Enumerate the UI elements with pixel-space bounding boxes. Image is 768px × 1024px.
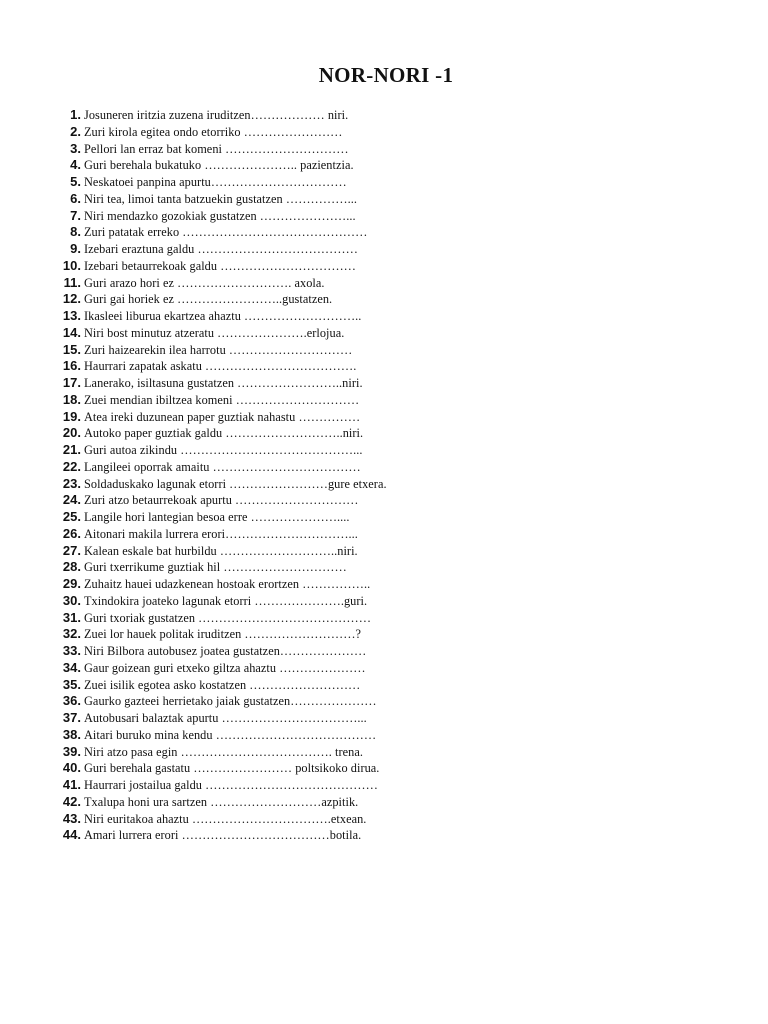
exercise-number: 38. [62,726,81,742]
exercise-item [56,610,736,627]
exercise-sentence: Soldaduskako lagunak etorri ……………………gure etxera. [84,476,387,491]
exercise-sentence: Zuri patatak erreko ……………………………………… [84,225,368,240]
exercise-item [56,777,736,794]
exercise-number: 15. [62,341,81,357]
exercise-sentence: Guri autoa zikindu ……………………………………... [84,443,363,457]
exercise-sentence: Lanerako, isiltasuna gustatzen ……………………..niri. [84,376,363,390]
exercise-number: 34. [62,659,81,675]
exercise-item [56,693,736,710]
exercise-number: 7. [70,207,81,223]
exercise-list [56,107,736,844]
exercise-item [56,342,736,359]
exercise-item [56,492,736,509]
exercise-item [56,459,736,476]
exercise-number: 37. [62,710,81,725]
exercise-number: 29. [62,576,81,591]
exercise-number: 4. [70,157,81,173]
exercise-item [56,744,736,761]
exercise-number: 33. [62,643,81,658]
exercise-item [56,392,736,409]
exercise-sentence: Josuneren iritzia zuzena iruditzen……………… niri. [84,108,349,122]
exercise-item [56,409,736,426]
exercise-sentence: Zuei lor hauek politak iruditzen ………………………? [84,627,362,642]
exercise-number: 11. [63,274,81,290]
exercise-sentence: Guri arazo hori ez ………………………. axola. [84,275,325,290]
exercise-number: 10. [62,257,81,273]
exercise-item [56,576,736,593]
exercise-item [56,425,736,442]
exercise-sentence: Gaur goizean guri etxeko giltza ahaztu ………………… [84,660,366,675]
exercise-sentence: Langile hori lantegian besoa erre ………………….... [84,510,350,524]
exercise-number: 25. [62,509,81,524]
exercise-number: 8. [70,224,81,240]
exercise-sentence: Zuhaitz hauei udazkenean hostoak erortzen …………….. [84,577,371,591]
exercise-sentence: Amari lurrera erori ………………………………botila. [84,828,362,843]
exercise-item [56,643,736,660]
exercise-item [56,224,736,241]
exercise-item [56,760,736,777]
exercise-item [56,157,736,174]
exercise-item [56,325,736,342]
exercise-number: 27. [62,542,81,558]
exercise-number: 6. [70,190,81,206]
exercise-number: 32. [62,626,81,642]
exercise-sentence: Niri bost minutuz atzeratu ………………….erlojua. [84,325,345,340]
exercise-item [56,827,736,844]
exercise-sentence: Haurrari jostailua galdu …………………………………… [84,778,378,792]
exercise-sentence: Gaurko gazteei herrietako jaiak gustatzen………………… [84,694,377,709]
exercise-item [56,141,736,158]
exercise-sentence: Guri berehala bukatuko ………………….. pazientzia. [84,158,354,173]
exercise-item [56,174,736,191]
exercise-sentence: Izebari betaurrekoak galdu …………………………… [84,258,357,273]
exercise-number: 23. [62,475,81,491]
exercise-item [56,593,736,610]
exercise-number: 13. [62,308,81,323]
exercise-sentence: Autoko paper guztiak galdu ………………………..niri. [84,426,364,441]
exercise-item [56,710,736,727]
exercise-sentence: Zuei mendian ibiltzea komeni ………………………… [84,392,360,407]
exercise-sentence: Zuei isilik egotea asko kostatzen ……………………… [84,677,361,692]
exercise-number: 12. [62,291,81,307]
exercise-item [56,727,736,744]
exercise-item [56,811,736,828]
exercise-sentence: Izebari eraztuna galdu ………………………………… [84,242,358,256]
exercise-sentence: Zuri atzo betaurrekoak apurtu ………………………… [84,493,359,508]
exercise-sentence: Autobusari balaztak apurtu ……………………………... [84,711,367,725]
exercise-item [56,258,736,275]
exercise-item [56,308,736,325]
exercise-item [56,526,736,543]
exercise-number: 35. [62,676,81,692]
exercise-sentence: Guri berehala gastatu …………………… poltsikoko dirua. [84,761,380,776]
exercise-item [56,476,736,493]
exercise-item [56,509,736,526]
exercise-item [56,794,736,811]
exercise-number: 16. [62,358,81,374]
exercise-sentence: Niri euritakoa ahaztu …………………………….etxean. [84,811,367,826]
exercise-item [56,375,736,392]
exercise-item [56,358,736,375]
exercise-number: 14. [62,324,81,340]
exercise-sentence: Neskatoei panpina apurtu…………………………… [84,175,347,189]
exercise-sentence: Niri atzo pasa egin ………………………………. trena. [84,744,363,759]
exercise-number: 31. [62,609,81,625]
exercise-sentence: Aitari buruko mina kendu ………………………………… [84,727,377,742]
exercise-sentence: Aitonari makila lurrera erori…………………………... [84,526,358,541]
exercise-number: 1. [70,107,81,122]
exercise-item [56,107,736,124]
exercise-sentence: Atea ireki duzunean paper guztiak nahastu …………… [84,409,361,424]
exercise-sentence: Niri Bilbora autobusez joatea gustatzen………………… [84,644,367,658]
exercise-sentence: Guri txoriak gustatzen …………………………………… [84,610,372,625]
exercise-item [56,124,736,141]
exercise-number: 21. [62,442,81,457]
exercise-number: 36. [62,693,81,709]
exercise-item [56,543,736,560]
exercise-number: 22. [62,458,81,474]
exercise-sentence: Kalean eskale bat hurbildu ………………………..niri. [84,543,358,558]
exercise-number: 40. [62,760,81,776]
exercise-number: 20. [62,425,81,441]
exercise-number: 28. [62,559,81,575]
exercise-item [56,442,736,459]
exercise-number: 2. [70,123,81,139]
exercise-number: 42. [62,793,81,809]
exercise-number: 24. [62,492,81,508]
exercise-sentence: Guri gai horiek ez ……………………..gustatzen. [84,292,333,307]
exercise-item [56,677,736,694]
exercise-number: 9. [70,241,81,256]
exercise-item [56,660,736,677]
exercise-item [56,208,736,225]
exercise-sentence: Langileei oporrak amaitu ……………………………… [84,459,361,474]
page-title-text: NOR-NORI -1 [318,63,454,87]
exercise-sentence: Txalupa honi ura sartzen ………………………azpitik. [84,794,359,809]
exercise-item [56,241,736,258]
exercise-sentence: Zuri kirola egitea ondo etorriko …………………… [84,124,343,139]
page-title [0,63,768,88]
exercise-item [56,559,736,576]
exercise-sentence: Txindokira joateko lagunak etorri ………………….guri. [84,593,368,608]
exercise-number: 30. [62,592,81,608]
exercise-sentence: Haurrari zapatak askatu ………………………………. [84,359,357,374]
exercise-number: 5. [70,174,81,189]
exercise-item [56,191,736,208]
exercise-sentence: Niri mendazko gozokiak gustatzen …………………... [84,208,356,223]
exercise-item [56,275,736,292]
exercise-number: 44. [62,827,81,843]
exercise-item [56,626,736,643]
exercise-number: 19. [62,408,81,424]
exercise-item [56,291,736,308]
exercise-number: 18. [62,391,81,407]
exercise-number: 39. [62,743,81,759]
exercise-sentence: Pellori lan erraz bat komeni ………………………… [84,141,349,156]
exercise-number: 43. [62,810,81,826]
exercise-number: 41. [62,777,81,792]
exercise-sentence: Zuri haizearekin ilea harrotu ………………………… [84,342,353,357]
exercise-number: 3. [70,140,81,156]
exercise-number: 17. [62,375,81,390]
exercise-sentence: Ikasleei liburua ekartzea ahaztu ……………………….. [84,309,362,323]
exercise-sentence: Niri tea, limoi tanta batzuekin gustatzen ……………... [84,191,357,206]
exercise-number: 26. [62,525,81,541]
exercise-sentence: Guri txerrikume guztiak hil ………………………… [84,560,347,575]
